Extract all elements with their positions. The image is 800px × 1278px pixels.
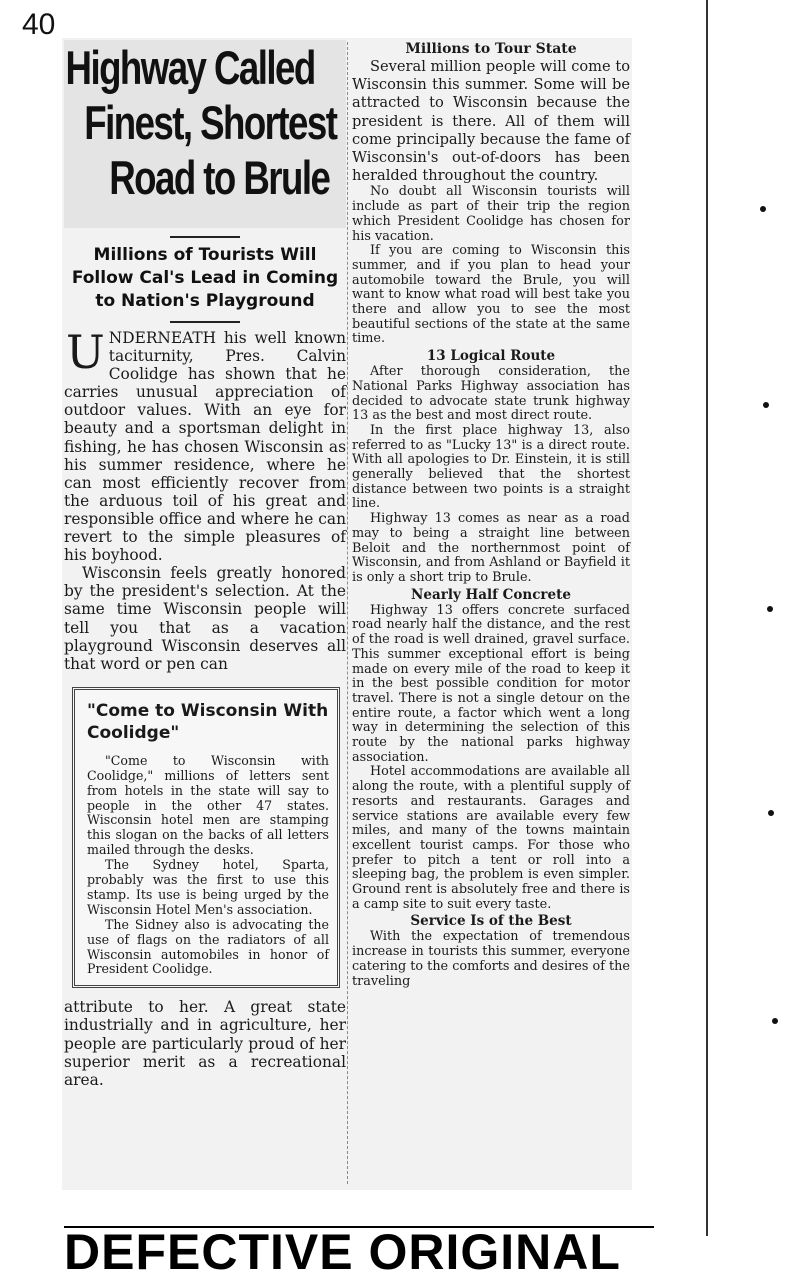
page-number: 40 bbox=[22, 8, 56, 41]
sidebar-paragraph-3: The Sidney also is advocating the use of flags on the radiators of all Wisconsin automobiles in honor of President Coolidge. bbox=[87, 916, 329, 977]
right-paragraph-4: After thorough consideration, the National Parks Highway association has decided to advocate state trunk highway 13 as the best and most direct route. bbox=[352, 364, 630, 424]
subhead-logical-route: 13 Logical Route bbox=[426, 348, 556, 365]
sidebar-box bbox=[72, 687, 340, 989]
subhead-nearly-half-concrete: Nearly Half Concrete bbox=[411, 586, 571, 603]
sidebar-title: "Come to Wisconsin With Coolidge" bbox=[87, 700, 329, 743]
right-paragraph-2: No doubt all Wisconsin tourists will include as part of their trip the region which President Coolidge has chosen for his vacation. bbox=[352, 184, 630, 244]
binder-hole-mark bbox=[768, 810, 774, 816]
subhead-millions-to-tour: Millions to Tour State bbox=[405, 41, 577, 57]
headline bbox=[64, 40, 346, 228]
subhead-service-best: Service Is of the Best bbox=[410, 913, 572, 930]
binder-hole-mark bbox=[767, 606, 773, 612]
deck-rule bbox=[170, 321, 240, 323]
sidebar-paragraph-1: "Come to Wisconsin with Coolidge," millions of letters sent from hotels in the state will say to people in the other 47 states. Wisconsin hotel men are stamping this slogan on the backs of all letters mailed through the desks. bbox=[87, 752, 329, 858]
right-paragraph-6: Highway 13 comes as near as a road may to being a straight line between Beloit and the northernmost point of Wisconsin, and from Ashland or Bayfield it is only a short trip to Brule. bbox=[352, 511, 630, 585]
binder-hole-mark bbox=[763, 402, 769, 408]
left-column bbox=[64, 40, 346, 1188]
right-column bbox=[352, 40, 630, 1188]
right-paragraph-7: Highway 13 offers concrete surfaced road nearly half the distance, and the rest of the road is well drained, gravel surface. This summer exceptional effort is being made on every mile of the road to keep it in the best possible condition for motor travel. There is not a single detour on the entire route, a factor which went a long way in determining the selection of this route by the national parks highway association. bbox=[352, 602, 630, 765]
right-paragraph-5: In the first place highway 13, also referred to as "Lucky 13" is a direct route. With all apologies to Dr. Einstein, it is still generally believed that the shortest distance between two points is a straight line. bbox=[352, 422, 630, 512]
column-divider bbox=[347, 42, 349, 1184]
right-paragraph-1: Several million people will come to Wisconsin this summer. Some will be attracted to Wisconsin because the president is there. All of them will come principally because the fame of Wisconsin's out-of-doors has been heralded throughout the country. bbox=[352, 58, 630, 185]
right-paragraph-9: With the expectation of tremendous increase in tourists this summer, everyone catering to the comforts and desires of the traveling bbox=[352, 929, 630, 989]
sidebar-paragraph-2: The Sydney hotel, Sparta, probably was the first to use this stamp. Its use is being urged by the Wisconsin Hotel Men's association. bbox=[87, 857, 329, 917]
article-paragraph-1: UNDERNEATH his well known taciturnity, Pres. Calvin Coolidge has shown that he carries unusual appreciation of outdoor values. With an eye for beauty and a sportsman delight in fishing, he has chosen Wisconsin as his summer residence, where he can most efficiently recover from the arduous toil of his great and responsible office and where he can revert to the simple pleasures of his boyhood. bbox=[64, 325, 346, 565]
subheadline-deck: Millions of Tourists Will Follow Cal's Lead in Coming to Nation's Playground bbox=[71, 245, 339, 311]
article-paragraph-2: Wisconsin feels greatly honored by the president's selection. At the same time Wisconsin people will tell you that as a vacation playground Wisconsin deserves all that word or pen can bbox=[64, 564, 346, 673]
article-paragraph-3: attribute to her. A great state industrially and in agriculture, her people are particularly proud of her superior merit as a recreational area. bbox=[64, 998, 346, 1089]
right-paragraph-8: Hotel accommodations are available all along the route, with a plentiful supply of resorts and restaurants. Garages and service stations are available every few miles, and many of the towns maintain excellent tourist camps. For those who prefer to pitch a tent or roll into a sleeping bag, the problem is even simpler. Ground rent is absolutely free and there is a camp site to suit every taste. bbox=[352, 764, 630, 912]
binder-hole-mark bbox=[760, 206, 766, 212]
headline-line-1: Highway Called bbox=[65, 41, 315, 94]
headline-line-3: Road to Brule bbox=[109, 151, 330, 204]
defective-original-stamp: DEFECTIVE ORIGINAL bbox=[64, 1226, 654, 1276]
scan-edge-line bbox=[706, 0, 708, 1236]
headline-rule bbox=[170, 236, 240, 238]
binder-hole-mark bbox=[772, 1018, 778, 1024]
headline-line-2: Finest, Shortest bbox=[84, 96, 337, 149]
right-paragraph-3: If you are coming to Wisconsin this summer, and if you plan to head your automobile toward the Brule, you will want to know what road will best take you there and allow you to see the most beautiful sections of the state at the same time. bbox=[352, 243, 630, 347]
